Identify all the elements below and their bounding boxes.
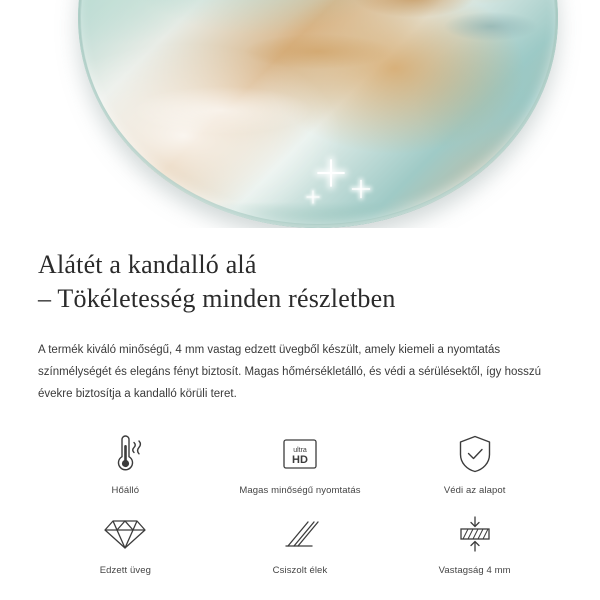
feature-label: Hőálló <box>111 484 140 496</box>
svg-text:HD: HD <box>292 453 308 466</box>
thermometer-icon <box>104 432 146 476</box>
content-area <box>0 248 600 576</box>
feature-item-polished-edges <box>213 512 388 576</box>
feature-label: Védi az alapot <box>443 484 506 496</box>
feature-label: Csiszolt élek <box>272 564 328 576</box>
feature-item-thickness <box>387 512 562 576</box>
shield-check-icon <box>456 432 494 476</box>
feature-item-print-quality <box>213 432 388 496</box>
ultra-hd-icon <box>280 432 320 476</box>
diamond-icon <box>103 512 147 556</box>
feature-label: Edzett üveg <box>99 564 151 576</box>
hero-image <box>0 0 600 228</box>
feature-item-protection <box>387 432 562 496</box>
feature-item-tempered-glass <box>38 512 213 576</box>
description-paragraph: A termék kiváló minőségű, 4 mm vastag edzett üvegből készült, amely kiemeli a nyomtatás színmélységét és elegáns fényt biztosít. Magas hőmérsékletálló, és védi a sérülésektől, így hosszú évekre biztosítja a kandalló körüli teret. <box>38 343 542 401</box>
thickness-icon <box>455 512 495 556</box>
feature-label: Magas minőségű nyomtatás <box>239 484 361 496</box>
svg-text:ultra: ultra <box>293 446 307 454</box>
page-title <box>38 248 562 317</box>
feature-list <box>38 432 562 576</box>
headline-line-1: Alátét a kandalló alá <box>38 250 257 279</box>
feature-label: Vastagság 4 mm <box>438 564 511 576</box>
polished-edges-icon <box>280 512 320 556</box>
feature-item-heat-resistant <box>38 432 213 496</box>
headline-line-2: – Tökéletesség minden részletben <box>38 284 396 314</box>
product-round-glass-mat <box>78 0 558 228</box>
